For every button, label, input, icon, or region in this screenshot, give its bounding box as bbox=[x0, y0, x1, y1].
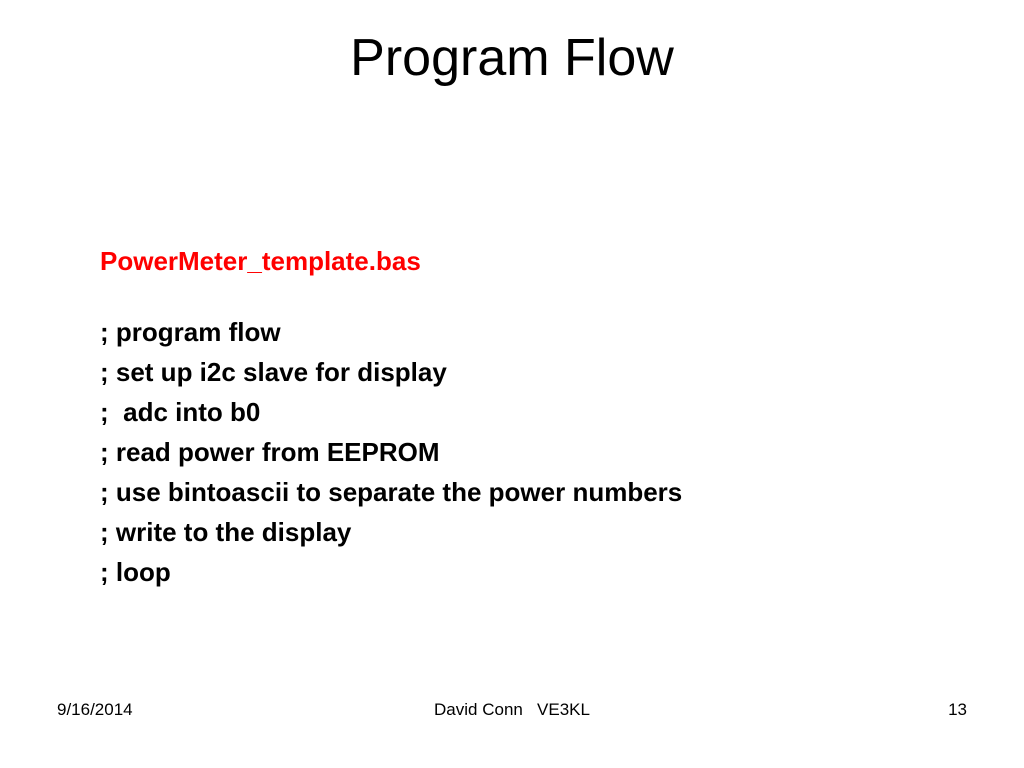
footer-page-number: 13 bbox=[948, 700, 967, 719]
footer-date: 9/16/2014 bbox=[57, 700, 133, 719]
slide-body bbox=[100, 248, 960, 592]
body-spacer bbox=[100, 284, 960, 312]
list-item: ; loop bbox=[100, 557, 171, 587]
code-comment-list bbox=[100, 312, 960, 592]
file-name-heading: PowerMeter_template.bas bbox=[100, 246, 421, 276]
footer-author: David Conn VE3KL bbox=[434, 700, 590, 719]
slide-footer bbox=[0, 700, 1024, 730]
page-title: Program Flow bbox=[350, 29, 674, 87]
list-item: ; read power from EEPROM bbox=[100, 437, 440, 467]
list-item: ; set up i2c slave for display bbox=[100, 357, 447, 387]
list-item: ; use bintoascii to separate the power numbers bbox=[100, 477, 683, 507]
list-item: ; adc into b0 bbox=[100, 397, 261, 427]
list-item: ; write to the display bbox=[100, 517, 352, 547]
list-item: ; program flow bbox=[100, 317, 281, 347]
